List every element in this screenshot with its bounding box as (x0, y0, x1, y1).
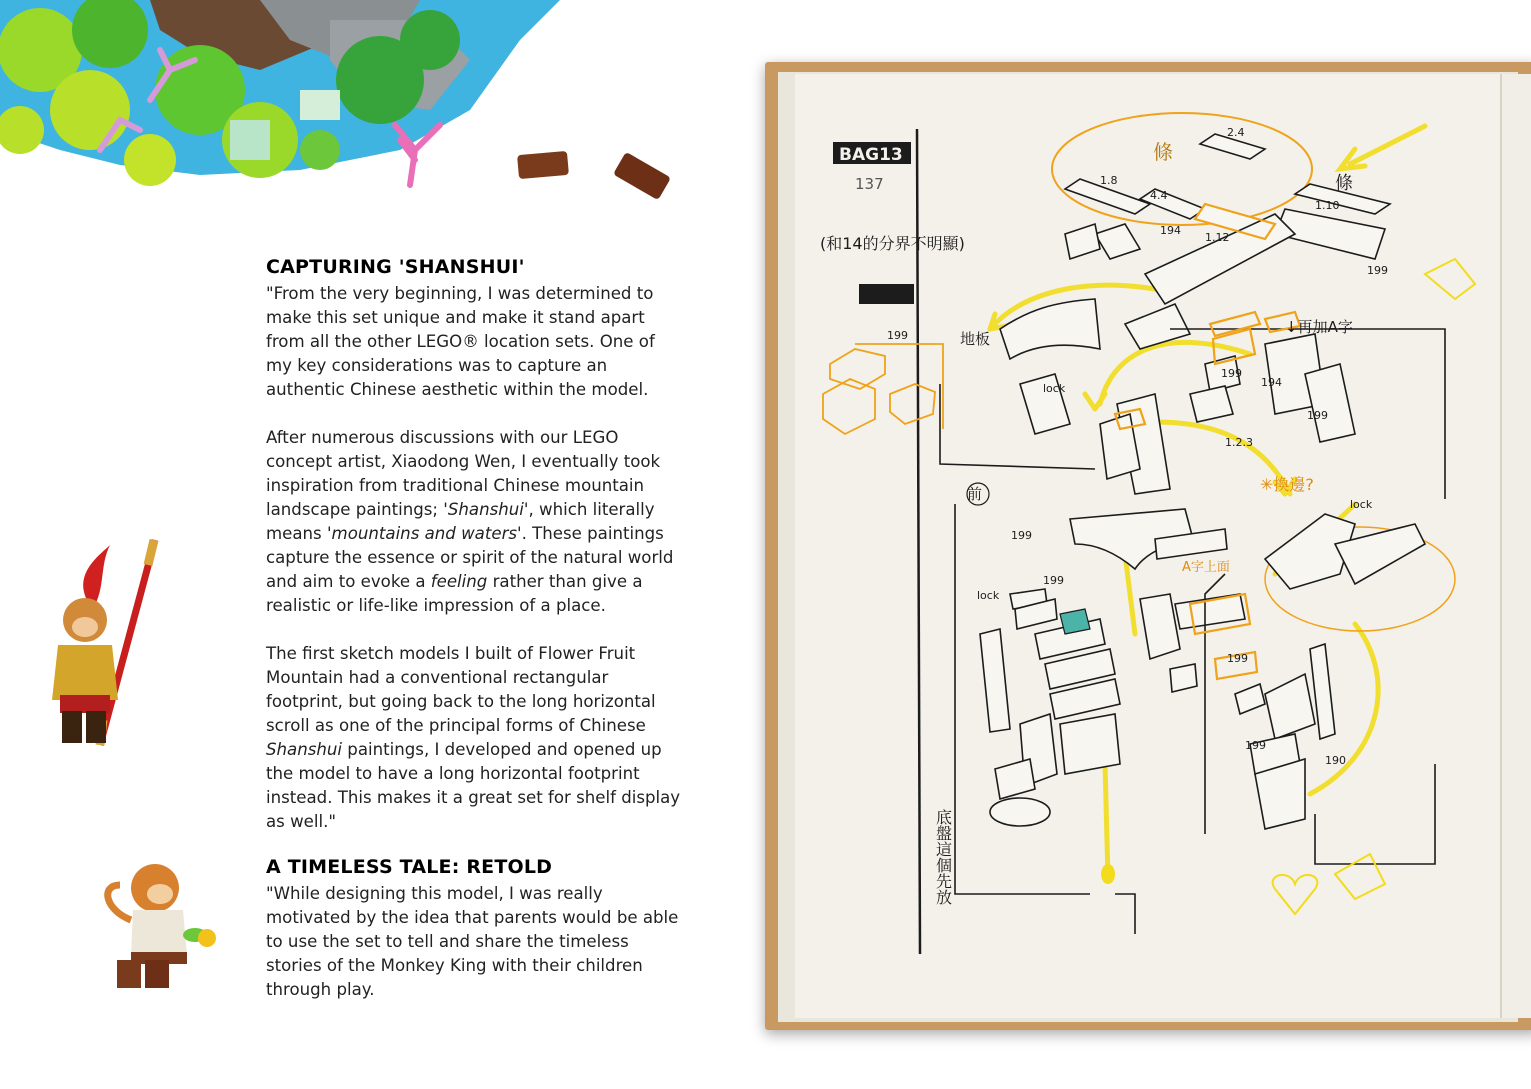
svg-text:前: 前 (967, 485, 983, 503)
svg-text:2.4: 2.4 (1227, 126, 1245, 139)
svg-text:1.8: 1.8 (1100, 174, 1118, 187)
lego-mountain-pieces-image (0, 0, 700, 230)
paragraph-intro: "From the very beginning, I was determined to make this set unique and make it stand apart from all the other LEGO® location sets. One of my key considerations was to capture an authentic Chinese aesthetic within the model. (266, 284, 655, 399)
svg-text:199: 199 (1245, 739, 1266, 752)
notebook-next-page-edge (1500, 74, 1531, 1018)
svg-text:199: 199 (1367, 264, 1388, 277)
yellow-box-doodle (1335, 854, 1385, 899)
svg-text:✳換邊?: ✳換邊? (1260, 475, 1314, 494)
section-heading-shanshui: CAPTURING 'SHANSHUI' (266, 256, 525, 278)
highlighter-dot (1101, 864, 1115, 884)
paragraph-shanshui-inspiration: After numerous discussions with our LEGO concept artist, Xiaodong Wen, I eventually took inspiration from traditional Chinese mountain landscape paintings; 'Shanshui', which literally means 'mountains and waters'. These paintings capture the essence or spirit of the natural world and aim to evoke a feeling rather than give a realistic or life-like impression of a place. (266, 428, 674, 615)
svg-text:194: 194 (1261, 376, 1282, 389)
monkey-king-minifigure-image (30, 535, 170, 750)
paragraph-footprint: The first sketch models I built of Flower Fruit Mountain had a conventional rectangular footprint, but going back to the long horizontal scroll as one of the principal forms of Chinese Shanshui paintings, I developed and opened up the model to have a long horizontal footprint instead. This makes it a great set for shelf display as well." (266, 644, 681, 831)
green-brick (1060, 609, 1090, 634)
svg-text:1.12: 1.12 (1205, 231, 1230, 244)
svg-text:1.10: 1.10 (1315, 199, 1340, 212)
yellow-box-doodle-top (1425, 259, 1475, 299)
svg-text:條: 條 (1153, 140, 1173, 164)
svg-text:條: 條 (1335, 173, 1353, 194)
svg-text:1.2.3: 1.2.3 (1225, 436, 1253, 449)
svg-text:199: 199 (1221, 367, 1242, 380)
chinese-label-base: 底盤這個先放 (933, 809, 953, 905)
svg-text:199: 199 (1307, 409, 1328, 422)
svg-text:190: 190 (1325, 754, 1346, 767)
svg-text:lock: lock (1043, 382, 1066, 395)
young-monkey-minifigure-image (95, 860, 225, 995)
svg-text:199: 199 (1011, 529, 1032, 542)
svg-text:199: 199 (1227, 652, 1248, 665)
svg-text:199: 199 (1043, 574, 1064, 587)
sketch-drawing (795, 74, 1500, 1018)
svg-text:lock: lock (1350, 498, 1373, 511)
orange-sketch-left (823, 344, 943, 434)
svg-text:199: 199 (887, 329, 908, 342)
section-heading-timeless-tale: A TIMELESS TALE: RETOLD (266, 856, 553, 878)
heart-doodle (1273, 875, 1318, 914)
svg-text:4.4: 4.4 (1150, 189, 1168, 202)
svg-text:A字上面: A字上面 (1182, 560, 1230, 575)
black-tape-marker (859, 284, 914, 304)
svg-text:194: 194 (1160, 224, 1181, 237)
sketch-note-chinese: (和14的分界不明顯) (820, 234, 965, 253)
sketch-number: 137 (855, 175, 884, 193)
bag-label-text: BAG13 (839, 145, 903, 165)
svg-text:地板: 地板 (960, 330, 991, 348)
svg-text:lock: lock (977, 589, 1000, 602)
svg-text:↓再加A字: ↓再加A字 (1285, 318, 1353, 336)
paragraph-timeless-tale: "While designing this model, I was really motivated by the idea that parents would be able to use the set to tell and share the timeless stories of the Monkey King with their children through play. (266, 884, 679, 999)
